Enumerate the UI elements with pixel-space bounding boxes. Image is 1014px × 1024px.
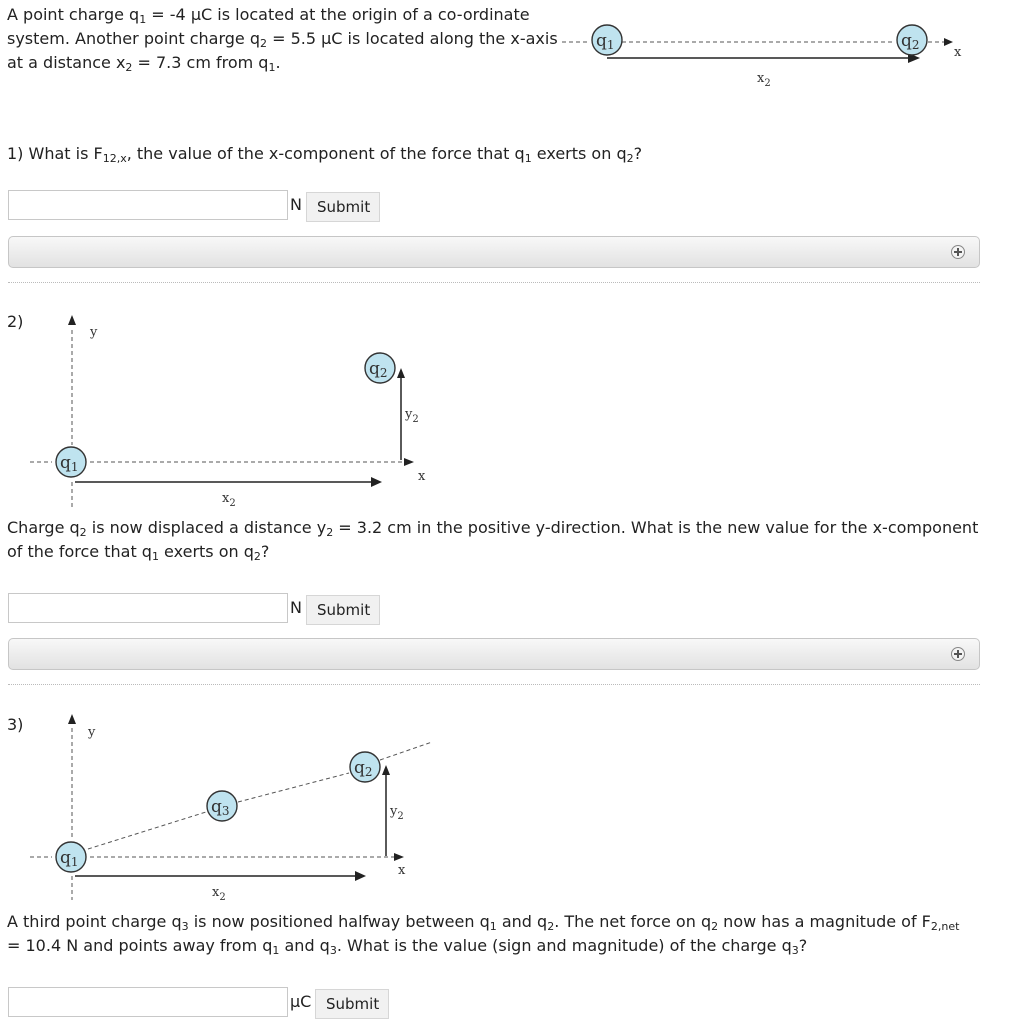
y-axis-label: y <box>88 725 96 740</box>
svg-text:q2: q2 <box>354 758 373 779</box>
question-3-text <box>7 910 959 958</box>
submit-button-2[interactable]: Submit <box>306 595 380 625</box>
intro-line-1: A point charge $q_1 = -4$ µC is located at the origin of a co-ordinate <box>7 5 530 26</box>
question-2-number: 2) <box>7 312 24 331</box>
question-3-number: 3) <box>7 715 24 734</box>
x2-label: $x_2$ <box>757 71 771 89</box>
svg-text:q3: q3 <box>211 797 230 818</box>
x2-label: $x_2$ <box>212 885 226 903</box>
intro-line-2: system. Another point charge $q_2 = 5.5$ µC is located along the x-axis <box>7 29 558 50</box>
y2-label: $y_2$ <box>390 804 404 822</box>
unit-label-1: N <box>290 195 302 214</box>
submit-button-1[interactable]: Submit <box>306 192 380 222</box>
charge-q2 <box>350 752 380 782</box>
svg-text:q2: q2 <box>901 31 920 52</box>
y2-label: $y_2$ <box>405 407 419 425</box>
question-2-line-2: of the force that $q_1$ exerts on $q_2$? <box>7 542 270 563</box>
svg-text:q1: q1 <box>60 453 79 474</box>
charge-q3 <box>207 791 237 821</box>
question-1-text: 1) What is $F_{12,x}$, the value of the x-component of the force that $q_1$ exerts on $q_2$? <box>7 144 643 165</box>
y-axis-label: y <box>90 325 98 340</box>
question-3-line-2: = 10.4 N and points away from $q_1$ and $q_3$. What is the value (sign and magnitude) of the charge $q_3$? <box>7 936 808 957</box>
unit-label-2: N <box>290 598 302 617</box>
x-axis-label: x <box>418 469 426 484</box>
unit-label-3: µC <box>290 992 312 1011</box>
svg-text:q2: q2 <box>369 359 388 380</box>
x2-label: $x_2$ <box>222 491 236 509</box>
svg-text:q1: q1 <box>60 848 79 869</box>
question-3-line-1: A third point charge $q_3$ is now positioned halfway between $q_1$ and $q_2$. The net force on $q_2$ now has a magnitude of $F_{2,net}$ <box>7 912 960 933</box>
x-axis-label: x <box>954 45 962 60</box>
charge-q1 <box>56 842 86 872</box>
x-axis-label: x <box>398 863 406 878</box>
question-2-line-1: Charge $q_2$ is now displaced a distance $y_2 = 3.2$ cm in the positive y-direction. What is the new value for the x-component <box>7 518 979 539</box>
svg-text:q1: q1 <box>596 31 615 52</box>
intro-line-3: at a distance $x_2 = 7.3$ cm from $q_1$. <box>7 53 281 74</box>
submit-button-3[interactable]: Submit <box>315 989 389 1019</box>
answer-input-3[interactable] <box>8 987 288 1017</box>
